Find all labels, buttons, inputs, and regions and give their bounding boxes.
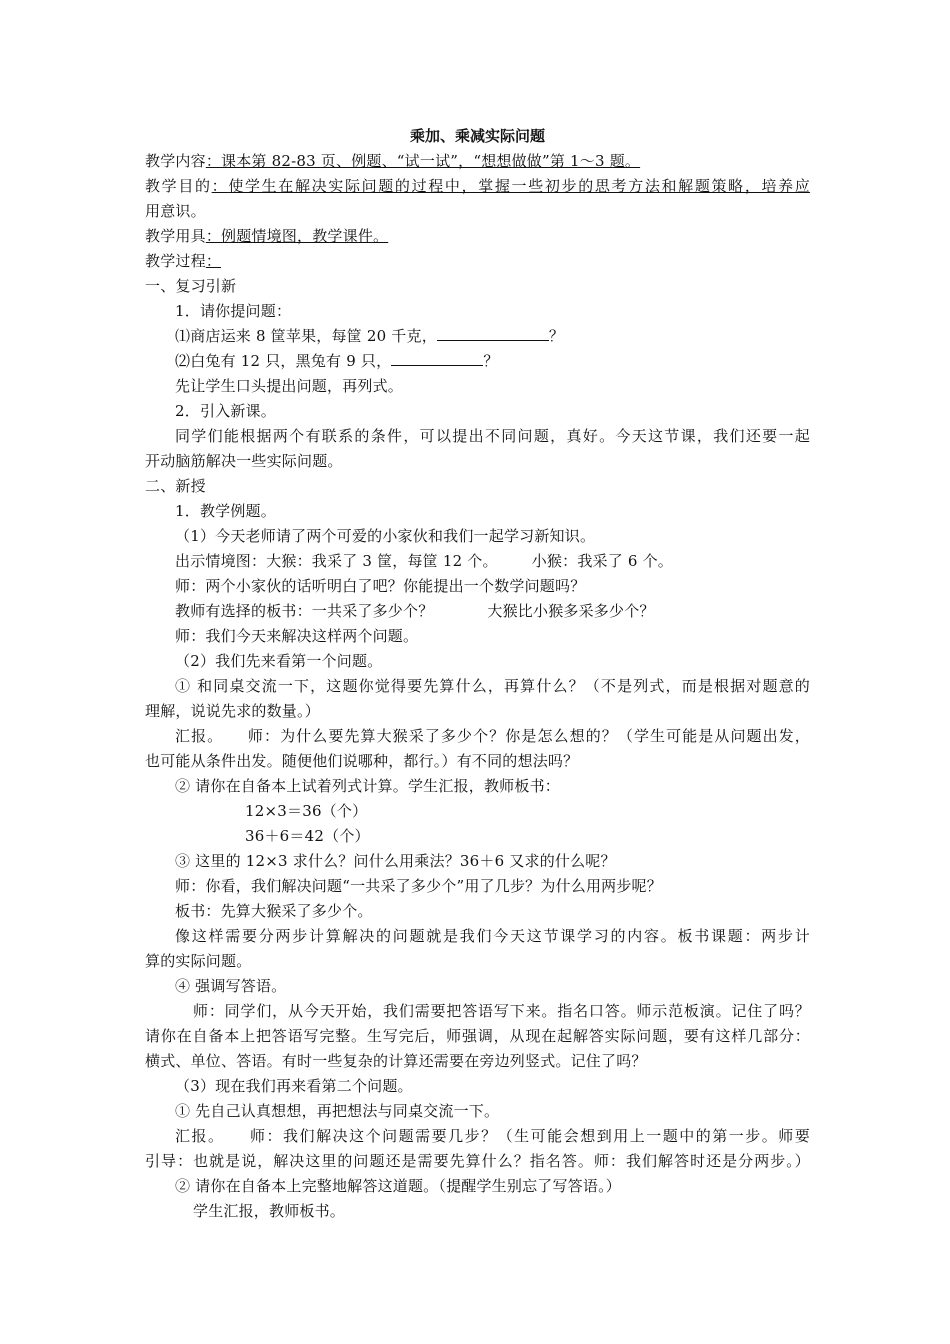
board-question-b: 大猴比小猴多采多少个？ xyxy=(487,602,655,620)
document-title: 乘加、乘减实际问题 xyxy=(409,127,545,145)
teacher-line-2: 师：我们今天来解决这样两个问题。 xyxy=(175,627,419,645)
topic-line-2: 算的实际问题。 xyxy=(145,952,252,970)
teacher-line-3: 师：你看，我们解决问题“一共采了多少个”用了几步？为什么用两步呢？ xyxy=(175,877,662,895)
teaching-content-colon: ： xyxy=(205,152,222,170)
final-report-line: 学生汇报，教师板书。 xyxy=(193,1202,346,1220)
teaching-process-line xyxy=(145,249,229,274)
equation-1: 12×3＝36（个） xyxy=(245,802,368,820)
teaching-goal-line-2: 用意识。 xyxy=(145,202,206,220)
section-2-heading: 二、新授 xyxy=(145,477,206,495)
question-2-blank xyxy=(391,349,483,366)
teaching-tools-line xyxy=(145,224,388,249)
scene-line xyxy=(175,549,673,574)
question-1-text: ⑴商店运来 8 筐苹果，每筐 20 千克， xyxy=(175,327,437,345)
question-2-end: ？ xyxy=(483,352,499,370)
board-question-a: 教师有选择的板书：一共采了多少个？ xyxy=(175,602,434,620)
report-2-line-2: 引导：也就是说，解决这里的问题还是需要先算什么？指名答。师：我们解答时还是分两步。） xyxy=(145,1152,810,1170)
question-2 xyxy=(175,349,499,374)
part-2-paragraph: （2）我们先来看第一个问题。 xyxy=(175,652,383,670)
scene-big-monkey: 出示情境图：大猴：我采了 3 筐，每筐 12 个。 xyxy=(175,552,498,570)
report-1-line-2: 也可能从条件出发。随便他们说哪种，都行。）有不同的想法吗？ xyxy=(145,752,579,770)
teaching-goal-label: 教学目的 xyxy=(145,177,212,195)
teaching-content-label: 教学内容 xyxy=(145,152,206,170)
teaching-content-text: 课本第 82-83 页、例题、“试一试”，“想想做做”第 1～3 题。 xyxy=(221,152,641,170)
board-line-2: 板书：先算大猴采了多少个。 xyxy=(175,902,373,920)
part-3-step-2: ② 请你在自备本上完整地解答这道题。（提醒学生别忘了写答语。） xyxy=(175,1177,621,1195)
teacher-answer-line-2: 请你在自备本上把答语写完整。生写完后，师强调，从现在起解答实际问题，要有这样几部分： xyxy=(145,1027,810,1045)
teacher-answer-line-3: 横式、单位、答语。有时一些复杂的计算还需要在旁边列竖式。记住了吗？ xyxy=(145,1052,647,1070)
teaching-goal-colon: ： xyxy=(211,177,229,195)
intro-paragraph-line-1: 同学们能根据两个有联系的条件，可以提出不同问题，真好。今天这节课，我们还要一起 xyxy=(175,427,810,445)
question-2-text: ⑵白兔有 12 只，黑兔有 9 只， xyxy=(175,352,392,370)
review-item-1: 1．请你提问题： xyxy=(175,302,292,320)
teaching-process-label: 教学过程 xyxy=(145,252,206,270)
board-line xyxy=(175,599,655,624)
scene-small-monkey: 小猴：我采了 6 个。 xyxy=(531,552,673,570)
topic-line-1: 像这样需要分两步计算解决的问题就是我们今天这节课学习的内容。板书课题：两步计 xyxy=(175,927,810,945)
step-3-line: ③ 这里的 12×3 求什么？问什么用乘法？36＋6 又求的什么呢？ xyxy=(175,852,616,870)
teacher-answer-line-1: 师：同学们，从今天开始，我们需要把答语写下来。指名口答。师示范板演。记住了吗？ xyxy=(193,1002,810,1020)
new-item-1: 1．教学例题。 xyxy=(175,502,276,520)
equation-2: 36＋6＝42（个） xyxy=(245,827,370,845)
review-item-2: 2．引入新课。 xyxy=(175,402,276,420)
teaching-content-line xyxy=(145,149,640,174)
report-2-line-1: 汇报。 师：我们解决这个问题需要几步？（生可能会想到用上一题中的第一步。师要 xyxy=(175,1127,810,1145)
step-4-line: ④ 强调写答语。 xyxy=(175,977,287,995)
step-1-line-2: 理解，说说先求的数量。） xyxy=(145,702,320,720)
intro-paragraph-line-2: 开动脑筋解决一些实际问题。 xyxy=(145,452,343,470)
step-1-line-1: ① 和同桌交流一下，这题你觉得要先算什么，再算什么？（不是列式，而是根据对题意的 xyxy=(175,677,810,695)
teaching-goal-line xyxy=(145,174,810,199)
question-1 xyxy=(175,324,564,349)
section-1-heading: 一、复习引新 xyxy=(145,277,237,295)
part-1-paragraph: （1）今天老师请了两个可爱的小家伙和我们一起学习新知识。 xyxy=(175,527,596,545)
oral-question-note: 先让学生口头提出问题，再列式。 xyxy=(175,377,404,395)
teaching-tools-colon: ： xyxy=(205,227,222,245)
part-3-step-1: ① 先自己认真想想，再把想法与同桌交流一下。 xyxy=(175,1102,500,1120)
question-1-blank xyxy=(437,324,549,341)
teaching-process-colon: ： xyxy=(205,252,222,270)
part-3-paragraph: （3）现在我们再来看第二个问题。 xyxy=(175,1077,413,1095)
teaching-goal-text: 使学生在解决实际问题的过程中，掌握一些初步的思考方法和解题策略，培养应 xyxy=(228,177,810,195)
teaching-tools-label: 教学用具 xyxy=(145,227,206,245)
teacher-line-1: 师：两个小家伙的话听明白了吧？你能提出一个数学问题吗？ xyxy=(175,577,586,595)
step-2-line: ② 请你在自备本上试着列式计算。学生汇报，教师板书： xyxy=(175,777,560,795)
report-1-line-1: 汇报。 师：为什么要先算大猴采了多少个？你是怎么想的？（学生可能是从问题出发， xyxy=(175,727,810,745)
teaching-tools-text: 例题情境图，教学课件。 xyxy=(221,227,389,245)
question-1-end: ？ xyxy=(548,327,565,345)
